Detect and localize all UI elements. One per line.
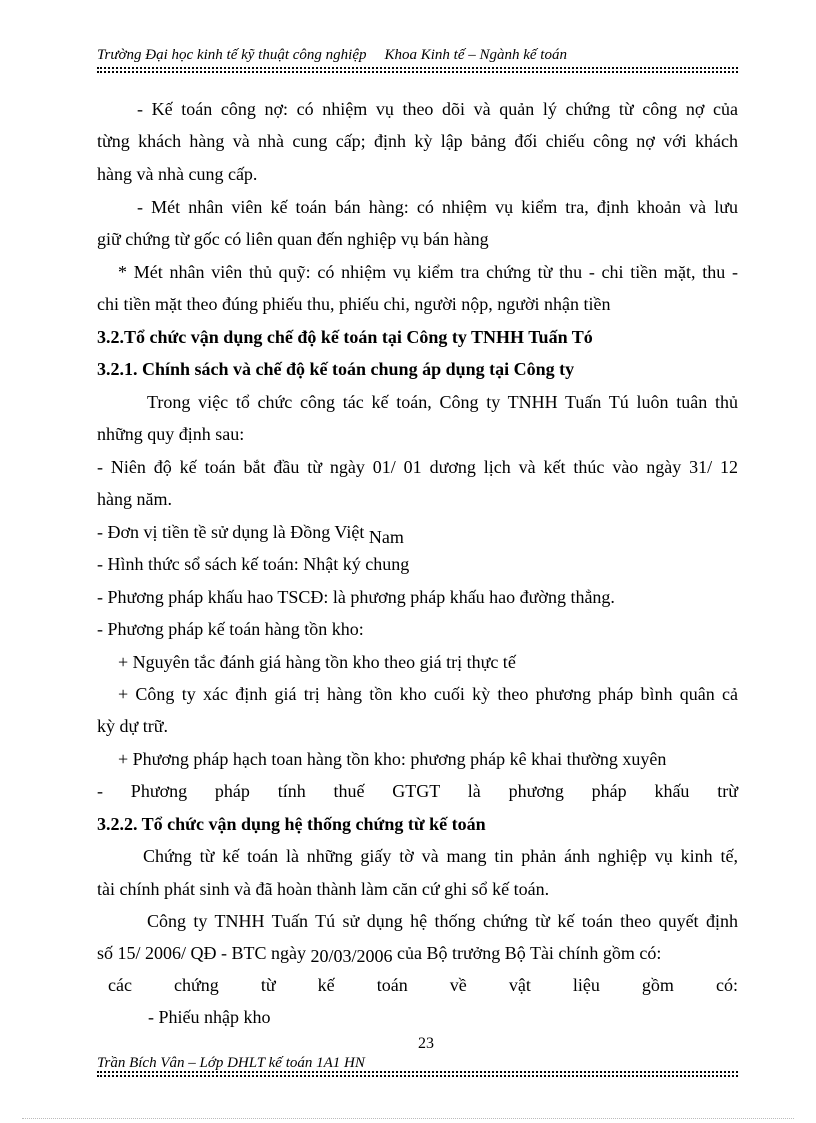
- body-line: những quy định sau:: [97, 424, 245, 444]
- body-line: chi tiền mặt theo đúng phiếu thu, phiếu chi, người nộp, người nhận tiền: [97, 294, 611, 314]
- subsection-heading: 3.2.2. Tổ chức vận dụng hệ thống chứng từ kế toán: [97, 814, 486, 834]
- body-line: kỳ dự trữ.: [97, 716, 169, 736]
- body-line: - Phương pháp kế toán hàng tồn kho:: [97, 619, 364, 639]
- body-line: - Mét nhân viên kế toán bán hàng: có nhiệm vụ kiểm tra, định khoản và lưu: [137, 197, 738, 217]
- body-line: - Niên độ kế toán bắt đầu từ ngày 01/ 01 dương lịch và kết thúc vào ngày 31/ 12: [97, 457, 738, 477]
- subsection-heading: 3.2.1. Chính sách và chế độ kế toán chung áp dụng tại Công ty: [97, 359, 575, 379]
- body-line: Chứng từ kế toán là những giấy tờ và mang tin phản ánh nghiệp vụ kinh tế,: [143, 846, 738, 866]
- decision-text: số 15/ 2006/ QĐ - BTC ngày: [97, 943, 306, 963]
- body-line: [97, 942, 738, 964]
- body-line: - Phiếu nhập kho: [148, 1007, 271, 1027]
- body-line: + Phương pháp hạch toan hàng tồn kho: phương pháp kê khai thường xuyên: [118, 749, 667, 769]
- body-line: - Hình thức sổ sách kế toán: Nhật ký chung: [97, 554, 410, 574]
- header-divider-2: [97, 71, 738, 73]
- body-line: - Phương pháp tính thuế GTGT là phương pháp khấu trừ: [97, 781, 738, 801]
- body-line: tài chính phát sinh và đã hoàn thành làm căn cứ ghi sổ kế toán.: [97, 879, 550, 899]
- body-line: các chứng từ kế toán về vật liệu gồm có:: [108, 975, 738, 995]
- currency-text: - Đơn vị tiền tề sử dụng là Đồng Việt: [97, 522, 365, 542]
- page-header: [97, 47, 567, 64]
- body-line: [97, 521, 738, 547]
- header-school: Trường Đại học kinh tế kỹ thuật công nghiệp: [97, 47, 367, 63]
- body-line: - Kế toán công nợ: có nhiệm vụ theo dõi và quản lý chứng từ công nợ của: [137, 99, 738, 119]
- section-heading: 3.2.Tổ chức vận dụng chế độ kế toán tại Công ty TNHH Tuấn Tó: [97, 327, 593, 347]
- header-faculty: Khoa Kinh tế – Ngành kế toán: [384, 47, 567, 63]
- footer-divider: [97, 1071, 738, 1073]
- page-edge: [22, 1118, 794, 1119]
- body-line: - Phương pháp khấu hao TSCĐ: là phương pháp khấu hao đường thẳng.: [97, 587, 615, 607]
- decision-text-tail: của Bộ trưởng Bộ Tài chính gồm có:: [397, 943, 662, 963]
- body-line: từng khách hàng và nhà cung cấp; định kỳ lập bảng đối chiếu công nợ với khách: [97, 131, 738, 151]
- page-footer: Trần Bích Vân – Lớp DHLT kế toán 1A1 HN: [97, 1055, 365, 1071]
- footer-divider-2: [97, 1075, 738, 1077]
- body-line: * Mét nhân viên thủ quỹ: có nhiệm vụ kiểm tra chứng từ thu - chi tiền mặt, thu -: [118, 262, 738, 282]
- page-number: 23: [418, 1035, 434, 1052]
- header-divider: [97, 67, 738, 69]
- currency-text-tail: Nam: [368, 527, 404, 547]
- decision-date: 20/03/2006: [310, 946, 393, 966]
- body-line: Trong việc tổ chức công tác kế toán, Công ty TNHH Tuấn Tú luôn tuân thủ: [147, 392, 738, 412]
- body-line: giữ chứng từ gốc có liên quan đến nghiệp vụ bán hàng: [97, 229, 489, 249]
- body-line: + Công ty xác định giá trị hàng tồn kho cuối kỳ theo phương pháp bình quân cả: [118, 684, 738, 704]
- body-line: hàng năm.: [97, 489, 172, 509]
- body-line: + Nguyên tắc đánh giá hàng tồn kho theo giá trị thực tế: [118, 652, 516, 672]
- body-line: Công ty TNHH Tuấn Tú sử dụng hệ thống chứng từ kế toán theo quyết định: [147, 911, 738, 931]
- body-line: hàng và nhà cung cấp.: [97, 164, 258, 184]
